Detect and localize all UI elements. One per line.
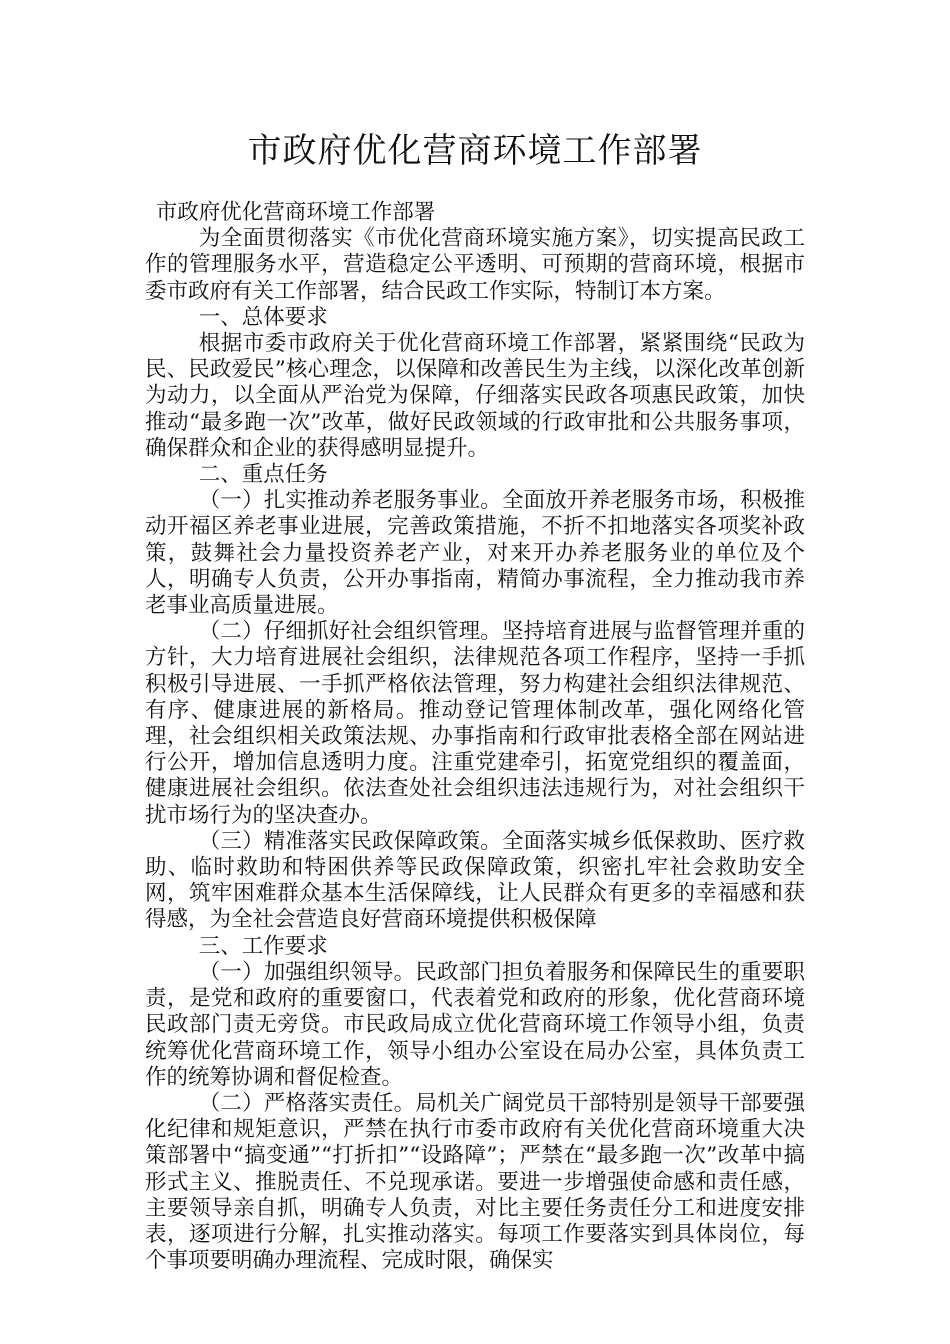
section-heading-general-requirements: 一、总体要求 <box>198 304 328 330</box>
document-body <box>145 200 805 1274</box>
section-heading-work-requirements: 三、工作要求 <box>198 933 328 959</box>
document-subtitle: 市政府优化营商环境工作部署 <box>155 200 436 225</box>
paragraph-task-civil-affairs-security: （三）精准落实民政保障政策。全面落实城乡低保救助、医疗救助、临时救助和特困供养等民政保障政策，织密扎牢社会救助安全网，筑牢困难群众基本生活保障线，让人民群众有更多的幸福感和获得感，为全社会营造良好营商环境提供积极保障 <box>145 828 805 933</box>
paragraph-requirement-responsibility: （二）严格落实责任。局机关广阔党员干部特别是领导干部要强化纪律和规矩意识，严禁在执行市委市政府有关优化营商环境重大决策部署中“搞变通”“打折扣”“设路障”；严禁在“最多跑一次”改革中搞形式主义、推脱责任、不兑现承诺。要进一步增强使命感和责任感，主要领导亲自抓，明确专人负责，对比主要任务责任分工和进度安排表，逐项进行分解，扎实推动落实。每项工作要落实到具体岗位，每个事项要明确办理流程、完成时限，确保实 <box>145 1090 805 1274</box>
section-heading-key-tasks: 二、重点任务 <box>198 462 328 488</box>
paragraph-general-requirements: 根据市委市政府关于优化营商环境工作部署，紧紧围绕“民政为民、民政爱民”核心理念，以保障和改善民生为主线，以深化改革创新为动力，以全面从严治党为保障，仔细落实民政各项惠民政策，加快推动“最多跑一次”改革，做好民政领域的行政审批和公共服务事项，确保群众和企业的获得感明显提升。 <box>145 331 805 461</box>
paragraph-requirement-leadership: （一）加强组织领导。民政部门担负着服务和保障民生的重要职责，是党和政府的重要窗口，代表着党和政府的形象，优化营商环境民政部门责无旁贷。市民政局成立优化营商环境工作领导小组，负责统筹优化营商环境工作，领导小组办公室设在局办公室，具体负责工作的统筹协调和督促检查。 <box>145 959 805 1090</box>
paragraph-intro: 为全面贯彻落实《市优化营商环境实施方案》，切实提高民政工作的管理服务水平，营造稳定公平透明、可预期的营商环境，根据市委市政府有关工作部署，结合民政工作实际，特制订本方案。 <box>145 226 805 304</box>
paragraph-task-social-organizations: （二）仔细抓好社会组织管理。坚持培育进展与监督管理并重的方针，大力培育进展社会组织，法律规范各项工作程序，坚持一手抓积极引导进展、一手抓严格依法管理，努力构建社会组织法律规范、有序、健康进展的新格局。推动登记管理体制改革，强化网络化管理，社会组织相关政策法规、办事指南和行政审批表格全部在网站进行公开，增加信息透明力度。注重党建牵引，拓宽党组织的覆盖面，健康进展社会组织。依法查处社会组织违法违规行为，对社会组织干扰市场行为的坚决查办。 <box>145 619 805 828</box>
paragraph-task-elderly-care: （一）扎实推动养老服务事业。全面放开养老服务市场，积极推动开福区养老事业进展，完善政策措施，不折不扣地落实各项奖补政策，鼓舞社会力量投资养老产业，对来开办养老服务业的单位及个人，明确专人负责，公开办事指南，精简办事流程，全力推动我市养老事业高质量进展。 <box>145 488 805 619</box>
document-title: 市政府优化营商环境工作部署 <box>247 131 703 171</box>
